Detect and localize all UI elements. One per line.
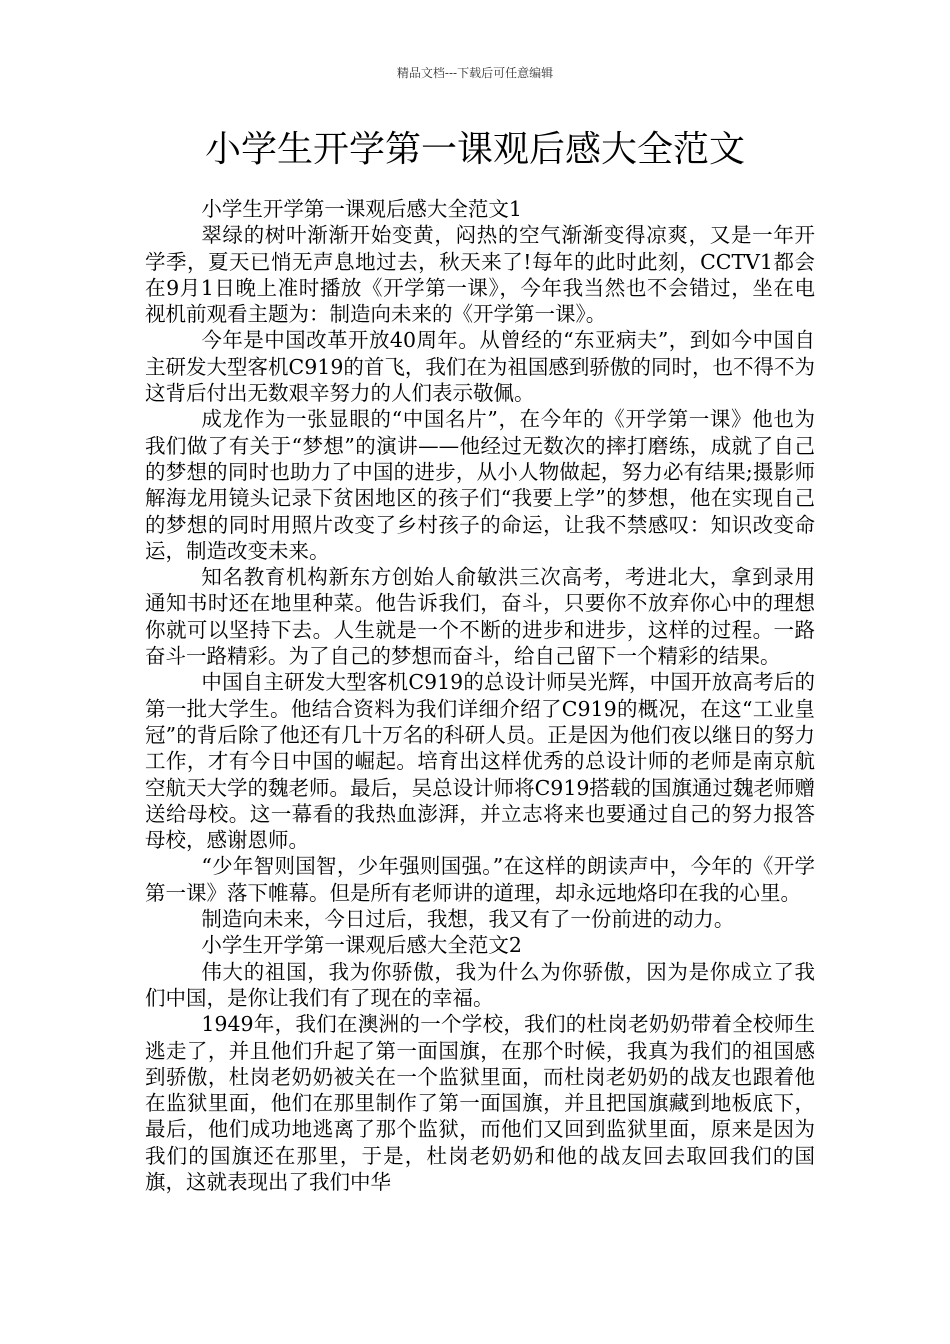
section-heading-2: 小学生开学第一课观后感大全范文2 <box>201 933 522 958</box>
paragraph: 翠绿的树叶渐渐开始变黄，闷热的空气渐渐变得凉爽，又是一年开学季，夏天已悄无声息地过去，秋天来了!每年的此时此刻，CCTV1都会在9月1日晚上准时播放《开学第一课》，今年我当然也不会错过，坐在电视机前观看主题为：制造向未来的《开学第一课》。 <box>145 223 815 327</box>
section-heading-1: 小学生开学第一课观后感大全范文1 <box>201 197 522 221</box>
paragraph: 今年是中国改革开放40周年。从曾经的“东亚病夫”，到如今中国自主研发大型客机C919的首飞，我们在为祖国感到骄傲的同时，也不得不为这背后付出无数艰辛努力的人们表示敬佩。 <box>145 328 815 406</box>
paragraph: “少年智则国智，少年强则国强。”在这样的朗读声中，今年的《开学第一课》落下帷幕。但是所有老师讲的道理，却永远地烙印在我的心里。 <box>145 854 815 905</box>
paragraph: 1949年，我们在澳洲的一个学校，我们的杜岗老奶奶带着全校师生逃走了，并且他们升起了第一面国旗，在那个时候，我真为我们的祖国感到骄傲，杜岗老奶奶被关在一个监狱里面，而杜岗老奶奶的战友也跟着他在监狱里面，他们在那里制作了第一面国旗，并且把国旗藏到地板底下，最后，他们成功地逃离了那个监狱，而他们又回到监狱里面，原来是因为我们的国旗还在那里，于是，杜岗老奶奶和他的战友回去取回我们的国旗，这就表现出了我们中华 <box>145 1012 815 1194</box>
paragraph: 伟大的祖国，我为你骄傲，我为什么为你骄傲，因为是你成立了我们中国，是你让我们有了现在的幸福。 <box>145 959 815 1010</box>
paragraph: 成龙作为一张显眼的“中国名片”，在今年的《开学第一课》他也为我们做了有关于“梦想”的演讲——他经过无数次的摔打磨练，成就了自己的梦想的同时也助力了中国的进步，从小人物做起，努力必有结果;摄影师解海龙用镜头记录下贫困地区的孩子们“我要上学”的梦想，他在实现自己的梦想的同时用照片改变了乡村孩子的命运，让我不禁感叹：知识改变命运，制造改变未来。 <box>145 407 815 563</box>
paragraph: 知名教育机构新东方创始人俞敏洪三次高考，考进北大，拿到录用通知书时还在地里种菜。他告诉我们，奋斗，只要你不放弃你心中的理想你就可以坚持下去。人生就是一个不断的进步和进步，这样的过程。一路奋斗一路精彩。为了自己的梦想而奋斗，给自己留下一个精彩的结果。 <box>145 565 815 669</box>
document-title: 小学生开学第一课观后感大全范文 <box>204 129 745 170</box>
paragraph: 制造向未来，今日过后，我想，我又有了一份前进的动力。 <box>201 907 735 932</box>
header-note: 精品文档---下载后可任意编辑 <box>396 66 554 80</box>
document-body <box>145 196 815 1195</box>
paragraph: 中国自主研发大型客机C919的总设计师吴光辉，中国开放高考后的第一批大学生。他结合资料为我们详细介绍了C919的概况，在这“工业皇冠”的背后除了他还有几十万名的科研人员。正是因为他们夜以继日的努力工作，才有今日中国的崛起。培育出这样优秀的总设计师的老师是南京航空航天大学的魏老师。最后，吴总设计师将C919搭载的国旗通过魏老师赠送给母校。这一幕看的我热血澎湃，并立志将来也要通过自己的努力报答母校，感谢恩师。 <box>145 670 815 853</box>
